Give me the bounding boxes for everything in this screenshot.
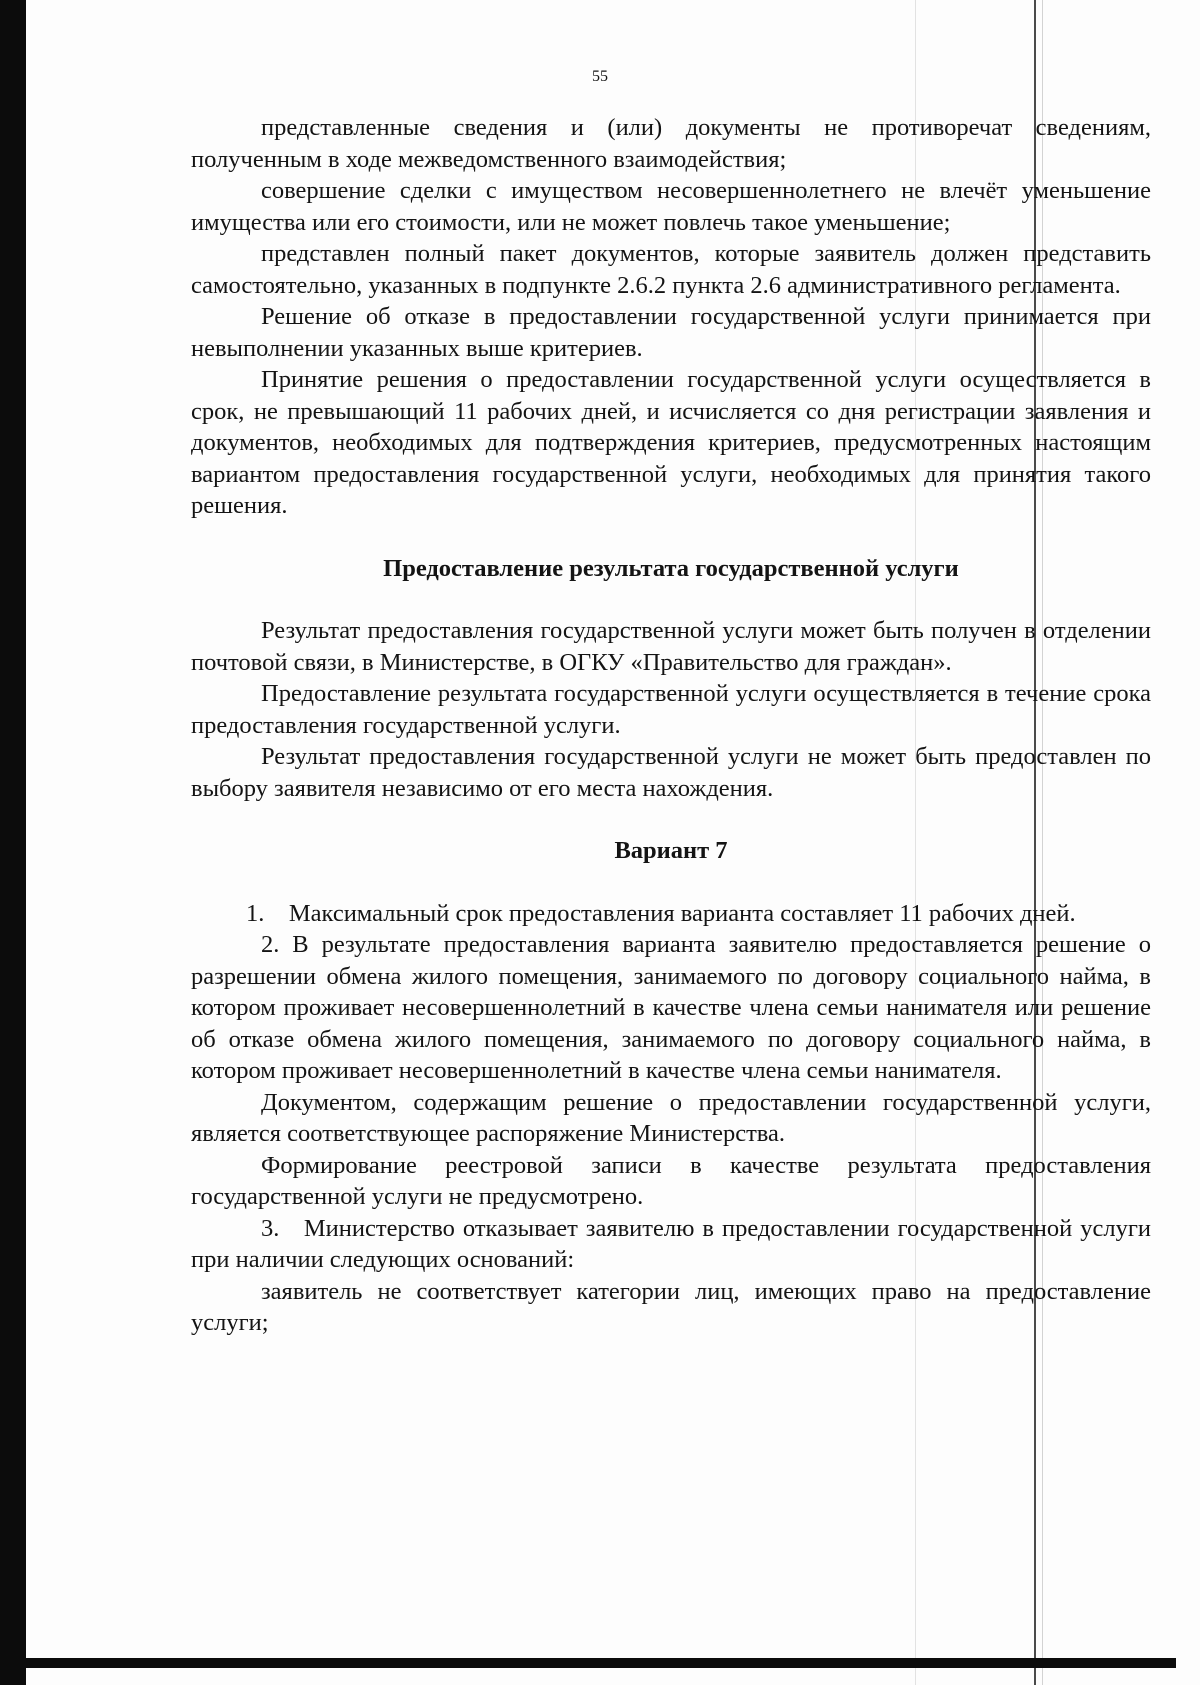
paragraph: заявитель не соответствует категории лиц, имеющих право на предоставление услуги; bbox=[191, 1277, 1151, 1336]
paragraph: представленные сведения и (или) документы не противоречат сведениям, полученным в ходе межведомственного взаимодействия; bbox=[191, 114, 1151, 173]
paragraph: Результат предоставления государственной услуги не может быть предоставлен по выбору заявителя независимо от его места нахождения. bbox=[191, 743, 1151, 802]
paragraph: совершение сделки с имуществом несовершеннолетнего не влечёт уменьшение имущества или его стоимости, или не может повлечь такое уменьшение; bbox=[191, 177, 1151, 236]
paragraph: Решение об отказе в предоставлении государственной услуги принимается при невыполнении указанных выше критериев. bbox=[191, 303, 1151, 362]
paragraph: Принятие решения о предоставлении государственной услуги осуществляется в срок, не превышающий 11 рабочих дней, и исчисляется со дня регистрации заявления и документов, необходимых для подтверждения критериев, предусмотренных настоящим вариантом предоставления государственной услуги, необходимых для принятия такого решения. bbox=[191, 366, 1151, 519]
numbered-paragraph: 3. Министерство отказывает заявителю в предоставлении государственной услуги при наличии следующих оснований: bbox=[191, 1214, 1151, 1273]
page-number: 55 bbox=[592, 68, 608, 85]
section-heading-variant: Вариант 7 bbox=[614, 837, 728, 864]
document-body bbox=[191, 112, 1151, 1339]
numbered-paragraph: 1. Максимальный срок предоставления варианта составляет 11 рабочих дней. bbox=[246, 899, 1076, 927]
paragraph: Документом, содержащим решение о предоставлении государственной услуги, является соответствующее распоряжение Министерства. bbox=[191, 1088, 1151, 1147]
scan-edge-bottom bbox=[26, 1658, 1176, 1668]
paragraph: Формирование реестровой записи в качестве результата предоставления государственной услуги не предусмотрено. bbox=[191, 1151, 1151, 1210]
paragraph: Предоставление результата государственной услуги осуществляется в течение срока предоставления государственной услуги. bbox=[191, 680, 1151, 739]
paragraph: представлен полный пакет документов, которые заявитель должен представить самостоятельно, указанных в подпункте 2.6.2 пункта 2.6 административного регламента. bbox=[191, 240, 1151, 299]
paragraph: Результат предоставления государственной услуги может быть получен в отделении почтовой связи, в Министерстве, в ОГКУ «Правительство для граждан». bbox=[191, 617, 1151, 676]
section-heading-result: Предоставление результата государственной услуги bbox=[383, 554, 959, 582]
scan-edge-left bbox=[0, 0, 26, 1685]
numbered-paragraph: 2. В результате предоставления варианта заявителю предоставляется решение о разрешении обмена жилого помещения, занимаемого по договору социального найма, в котором проживает несовершеннолетний в качестве члена семьи нанимателя или решение об отказе обмена жилого помещения, занимаемого по договору социального найма, в котором проживает несовершеннолетний в качестве члена семьи нанимателя. bbox=[191, 931, 1151, 1084]
